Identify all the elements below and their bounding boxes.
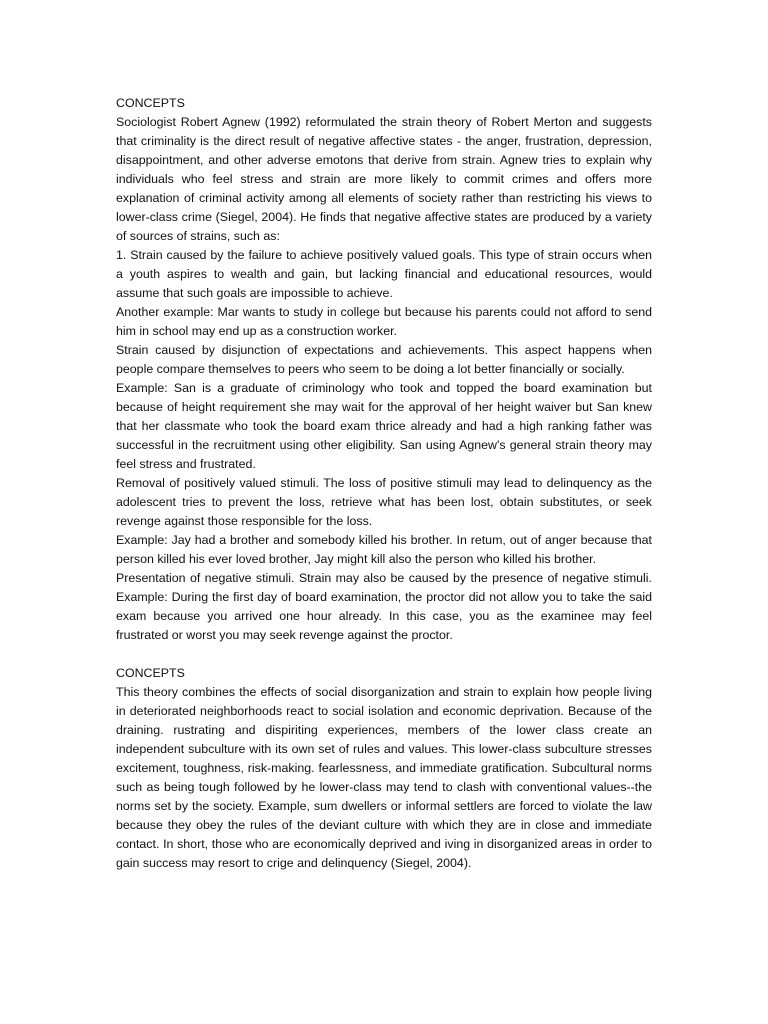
paragraph-example-san: Example: San is a graduate of criminology who took and topped the board examination but because of height requirement she may wait for the approval of her height waiver but San knew that her classmate who took the board exam thrice already and had a high ranking father was successful in the recruitment using other eligibility. San using Agnew's general strain theory may feel stress and frustrated. <box>116 381 652 471</box>
paragraph-another-example: Another example: Mar wants to study in college but because his parents could not afford to send him in school may end up as a construction worker. <box>116 305 652 338</box>
paragraph-disjunction: Strain caused by disjunction of expectations and achievements. This aspect happens when people compare themselves to peers who seem to be doing a lot better financially or socially. <box>116 343 652 376</box>
section-spacer <box>116 645 652 664</box>
paragraph-example-jay: Example: Jay had a brother and somebody killed his brother. In retum, out of anger because that person killed his ever loved brother, Jay might kill also the person who killed his brother. <box>116 533 652 566</box>
paragraph-agnew-intro: Sociologist Robert Agnew (1992) reformulated the strain theory of Robert Merton and suggests that criminality is the direct result of negative affective states - the anger, frustration, depression, disappointment, and other adverse emotons that derive from strain. Agnew tries to explain why individuals who feel stress and strain are more likely to commit crimes and offers more explanation of criminal activity among all elements of society rather than restricting his views to lower-class crime (Siegel, 2004). He finds that negative affective states are produced by a variety of sources of strains, such as: <box>116 115 652 243</box>
section-heading-1: CONCEPTS <box>116 96 185 110</box>
paragraph-strain-goals: 1. Strain caused by the failure to achieve positively valued goals. This type of strain occurs when a youth aspires to wealth and gain, but lacking financial and educational resources, would assume that such goals are impossible to achieve. <box>116 248 652 300</box>
paragraph-subculture: This theory combines the effects of social disorganization and strain to explain how people living in deteriorated neighborhoods react to social isolation and economic deprivation. Because of the draining. rustrating and dispiriting experiences, members of the lower class create an independent subculture with its own set of rules and values. This lower-class subculture stresses excitement, toughness, risk-making. fearlessness, and immediate gratification. Subcultural norms such as being tough followed by he lower-class may tend to clash with conventional values--the norms set by the society. Example, sum dwellers or informal settlers are forced to violate the law because they obey the rules of the deviant culture with which they are in close and immediate contact. In short, those who are economically deprived and iving in disorganized areas in order to gain success may resort to crige and delinquency (Siegel, 2004). <box>116 685 652 870</box>
paragraph-negative-stimuli: Presentation of negative stimuli. Strain may also be caused by the presence of negative stimuli. Example: During the first day of board examination, the proctor did not allow you to take the said exam because you arrived one hour already. In this case, you as the examinee may feel frustrated or worst you may seek revenge against the proctor. <box>116 571 652 642</box>
paragraph-removal-stimuli: Removal of positively valued stimuli. The loss of positive stimuli may lead to delinquency as the adolescent tries to prevent the loss, retrieve what has been lost, obtain substitutes, or seek revenge against those responsible for the loss. <box>116 476 652 528</box>
section-heading-2: CONCEPTS <box>116 666 185 680</box>
document-page <box>116 94 652 873</box>
